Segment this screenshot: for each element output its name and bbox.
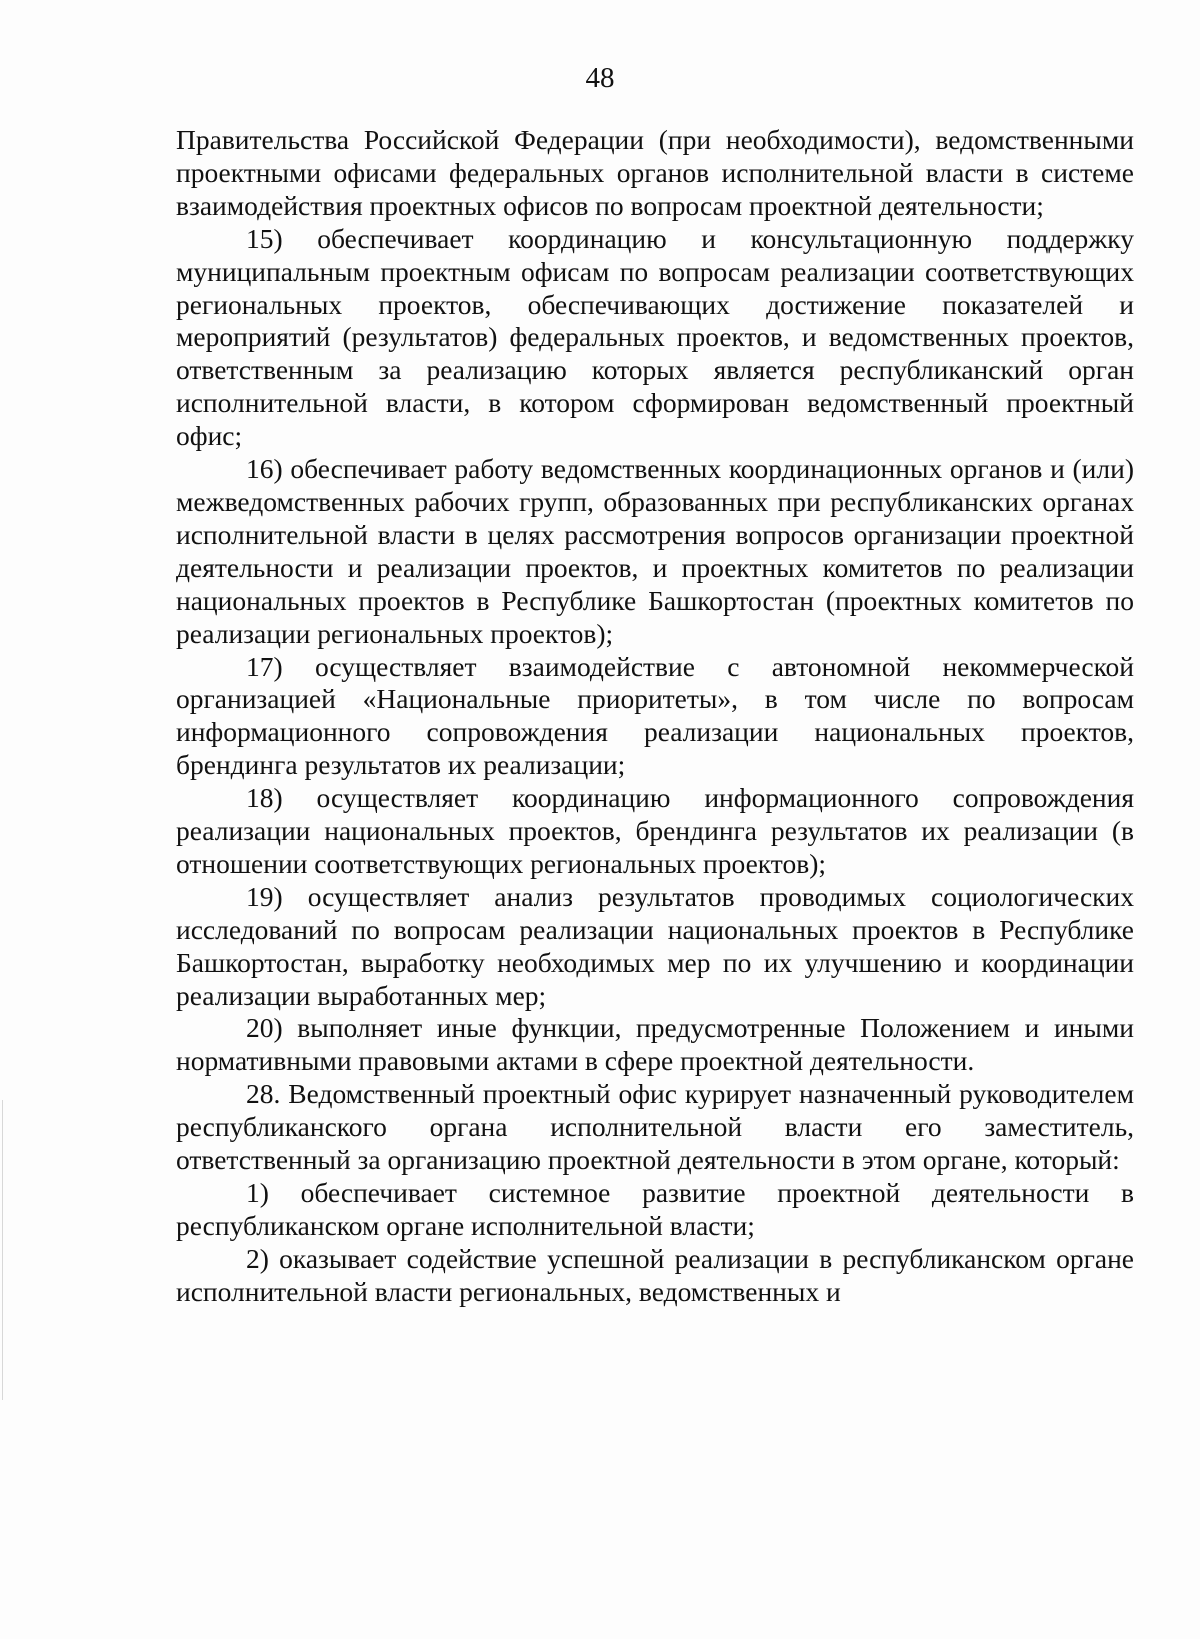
paragraph-subitem-2: 2) оказывает содействие успешной реализации в республиканском органе исполнительной власти региональных, ведомственных и	[176, 1242, 1134, 1307]
paragraph-item-18: 18) осуществляет координацию информационного сопровождения реализации национальных проектов, брендинга результатов их реализации (в отношении соответствующих региональных проектов);	[176, 782, 1134, 879]
paragraph-item-17: 17) осуществляет взаимодействие с автономной некоммерческой организацией «Национальные приоритеты», в том числе по вопросам информационного сопровождения реализации национальных проектов, брендинга результатов их реализации;	[176, 650, 1134, 781]
paragraph-subitem-1: 1) обеспечивает системное развитие проектной деятельности в республиканском органе исполнительной власти;	[176, 1177, 1134, 1241]
paragraph-section-28: 28. Ведомственный проектный офис курирует назначенный руководителем республиканского органа исполнительной власти его заместитель, ответственный за организацию проектной деятельности в этом органе, который:	[176, 1078, 1134, 1176]
paragraph-item-20: 20) выполняет иные функции, предусмотренные Положением и иными нормативными правовыми актами в сфере проектной деятельности.	[176, 1012, 1134, 1077]
paragraph-item-16: 16) обеспечивает работу ведомственных координационных органов и (или) межведомственных рабочих групп, образованных при республиканских органах исполнительной власти в целях рассмотрения вопросов организации проектной деятельности и реализации проектов, и проектных комитетов по реализации национальных проектов в Республике Башкортостан (проектных комитетов по реализации региональных проектов);	[176, 453, 1134, 649]
scan-edge-line	[2, 1100, 3, 1400]
paragraph-continuation: Правительства Российской Федерации (при необходимости), ведомственными проектными офисами федеральных органов исполнительной власти в системе взаимодействия проектных офисов по вопросам проектной деятельности;	[176, 124, 1134, 221]
paragraph-item-19: 19) осуществляет анализ результатов проводимых социологических исследований по вопросам реализации национальных проектов в Республике Башкортостан, выработку необходимых мер по их улучшению и координации реализации выработанных мер;	[176, 880, 1134, 1011]
document-body	[176, 124, 1134, 1309]
page-number: 48	[585, 62, 615, 94]
paragraph-item-15: 15) обеспечивает координацию и консультационную поддержку муниципальным проектным офисам по вопросам реализации соответствующих региональных проектов, обеспечивающих достижение показателей и мероприятий (результатов) федеральных проектов, и ведомственных проектов, ответственным за реализацию которых является республиканский орган исполнительной власти, в котором сформирован ведомственный проектный офис;	[176, 222, 1134, 452]
